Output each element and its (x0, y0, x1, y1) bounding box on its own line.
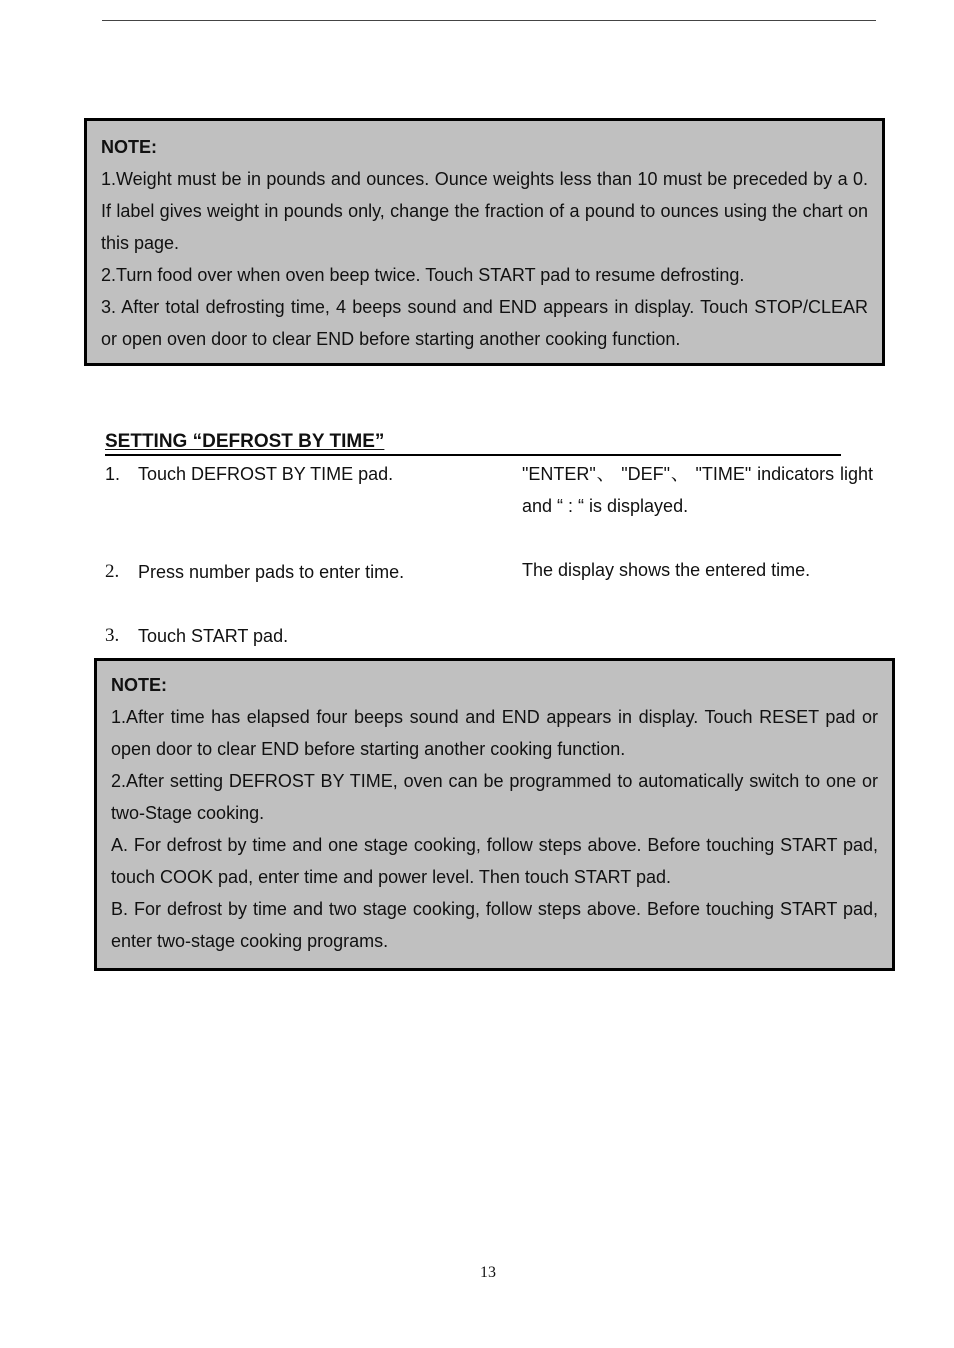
step-result: "ENTER"、 "DEF"、 "TIME" indicators light and “ : “ is displayed. (522, 464, 873, 516)
note-item: 3. After total defrosting time, 4 beeps sound and END appears in display. Touch STOP/CLEAR or open oven door to clear END before starting another cooking function. (101, 297, 868, 349)
note-title: NOTE: (111, 675, 167, 695)
note-box-weight-defrost (84, 118, 885, 366)
step-number: 1. (105, 464, 121, 484)
header-rule (102, 20, 876, 21)
step-text: Press number pads to enter time. (138, 562, 405, 582)
step-result: The display shows the entered time. (522, 560, 811, 580)
note-item: 1.Weight must be in pounds and ounces. Ounce weights less than 10 must be preceded by a 0. If label gives weight in pounds only, change the fraction of a pound to ounces using the chart on this page. (101, 169, 868, 253)
step-number: 3. (105, 625, 120, 646)
step-text: Touch DEFROST BY TIME pad. (138, 464, 394, 484)
step-item (105, 556, 404, 588)
step-item (105, 458, 393, 490)
step-text: Touch START pad. (138, 626, 289, 646)
section-title: SETTING “DEFROST BY TIME” (105, 430, 841, 456)
note-title: NOTE: (101, 137, 157, 157)
note-item: B. For defrost by time and two stage cooking, follow steps above. Before touching START pad, enter two-stage cooking programs. (111, 899, 878, 951)
page-number: 13 (480, 1264, 496, 1281)
note-item: 2.After setting DEFROST BY TIME, oven can be programmed to automatically switch to one or two-Stage cooking. (111, 771, 878, 823)
step-number: 2. (105, 561, 120, 582)
note-item: 2.Turn food over when oven beep twice. Touch START pad to resume defrosting. (101, 265, 745, 285)
note-item: 1.After time has elapsed four beeps sound and END appears in display. Touch RESET pad or open door to clear END before starting another cooking function. (111, 707, 878, 759)
note-box-defrost-by-time (94, 658, 895, 971)
note-item: A. For defrost by time and one stage cooking, follow steps above. Before touching START pad, touch COOK pad, enter time and power level. Then touch START pad. (111, 835, 878, 887)
step-item (105, 620, 288, 652)
